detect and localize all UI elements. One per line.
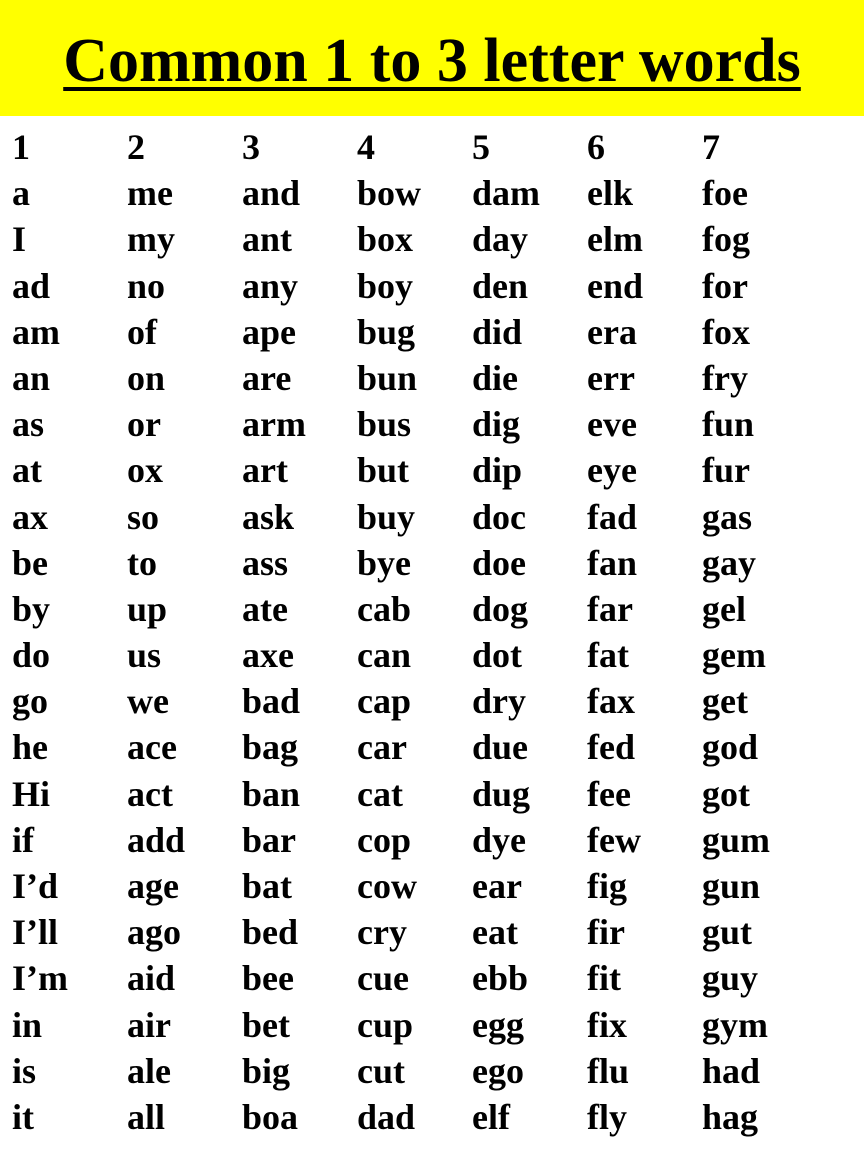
word-cell: elm	[587, 219, 643, 260]
word-cell: bet	[242, 1004, 290, 1045]
word-cell: no	[127, 265, 166, 306]
column-header: 3	[242, 127, 260, 167]
word-cell: fit	[587, 958, 621, 999]
word-cell: bed	[242, 912, 299, 953]
word-cell: a	[12, 173, 30, 214]
word-cell: big	[242, 1050, 291, 1091]
word-cell: it	[12, 1096, 34, 1137]
word-cell: fox	[702, 311, 750, 352]
word-cell: fan	[587, 542, 638, 583]
word-cell: my	[127, 219, 175, 260]
word-column-7	[702, 124, 817, 1140]
column-header: 2	[127, 127, 145, 167]
word-cell: aid	[127, 958, 176, 999]
word-cell: boa	[242, 1096, 299, 1137]
word-cell: cut	[357, 1050, 405, 1091]
word-cell: due	[472, 727, 529, 768]
word-cell: get	[702, 681, 748, 722]
word-cell: cab	[357, 588, 411, 629]
word-cell: we	[127, 681, 169, 722]
word-cell: day	[472, 219, 529, 260]
word-cell: bye	[357, 542, 411, 583]
word-cell: act	[127, 773, 173, 814]
word-cell: of	[127, 311, 157, 352]
word-cell: go	[12, 681, 48, 722]
word-cell: air	[127, 1004, 171, 1045]
word-cell: in	[12, 1004, 43, 1045]
word-column-4	[357, 124, 472, 1140]
word-cell: cap	[357, 681, 411, 722]
word-cell: age	[127, 866, 179, 906]
word-cell: bun	[357, 357, 418, 398]
word-cell: ate	[242, 588, 288, 629]
word-cell: can	[357, 635, 411, 676]
word-cell: ape	[242, 311, 296, 352]
word-cell: cow	[357, 866, 417, 906]
word-cell: an	[12, 357, 51, 398]
word-cell: bat	[242, 866, 293, 906]
word-cell: ago	[127, 912, 181, 953]
word-cell: bar	[242, 819, 296, 860]
word-cell: arm	[242, 404, 306, 445]
page-title: Common 1 to 3 letter words	[63, 27, 801, 95]
word-cell: I’d	[12, 866, 59, 906]
word-cell: cop	[357, 819, 411, 860]
title-banner	[0, 0, 864, 116]
word-cell: dip	[472, 450, 523, 491]
column-header: 4	[357, 127, 375, 167]
word-cell: art	[242, 450, 288, 491]
word-cell: fed	[587, 727, 635, 768]
word-cell: at	[12, 450, 42, 491]
word-cell: bow	[357, 173, 422, 214]
word-cell: fat	[587, 635, 629, 676]
word-cell: elk	[587, 173, 634, 214]
word-cell: ego	[472, 1050, 524, 1091]
word-cell: up	[127, 588, 168, 629]
word-cell: he	[12, 727, 48, 768]
column-header: 5	[472, 127, 490, 167]
word-cell: fir	[587, 912, 625, 953]
word-cell: to	[127, 542, 157, 583]
word-cell: doc	[472, 496, 526, 537]
word-cell: bag	[242, 727, 299, 768]
word-cell: ask	[242, 496, 295, 537]
word-cell: or	[127, 404, 161, 445]
word-cell: cry	[357, 912, 407, 953]
word-cell: boy	[357, 265, 414, 306]
word-cell: gel	[702, 588, 746, 629]
word-cell: eat	[472, 912, 518, 953]
word-cell: gum	[702, 819, 771, 860]
word-cell: few	[587, 819, 641, 860]
word-cell: any	[242, 265, 299, 306]
word-cell: gun	[702, 866, 761, 906]
word-cell: so	[127, 496, 160, 537]
word-cell: fix	[587, 1004, 627, 1045]
word-cell: far	[587, 588, 633, 629]
word-cell: fig	[587, 866, 627, 906]
word-cell: got	[702, 773, 750, 814]
word-cell: fax	[587, 681, 635, 722]
word-cell: dye	[472, 819, 526, 860]
word-cell: add	[127, 819, 186, 860]
word-cell: fry	[702, 357, 748, 398]
word-cell: did	[472, 311, 523, 352]
word-cell: Hi	[12, 773, 51, 814]
word-cell: fog	[702, 219, 750, 260]
word-column-5	[472, 124, 587, 1140]
word-cell: gym	[702, 1004, 768, 1045]
word-column-3	[242, 124, 357, 1140]
word-cell: ale	[127, 1050, 171, 1091]
word-cell: cue	[357, 958, 409, 999]
word-cell: ax	[12, 496, 48, 537]
word-cell: fad	[587, 496, 638, 537]
word-cell: is	[12, 1050, 37, 1091]
word-cell: box	[357, 219, 414, 260]
word-cell: err	[587, 357, 635, 398]
word-table	[12, 124, 817, 1140]
word-cell: I	[12, 219, 27, 260]
word-cell: as	[12, 404, 45, 445]
word-cell: cup	[357, 1004, 414, 1045]
word-cell: fun	[702, 404, 755, 445]
word-cell: ass	[242, 542, 289, 583]
word-cell: den	[472, 265, 529, 306]
word-cell: by	[12, 588, 51, 629]
word-cell: fur	[702, 450, 750, 491]
word-cell: and	[242, 173, 301, 214]
word-cell: I’ll	[12, 912, 59, 953]
word-cell: cat	[357, 773, 403, 814]
word-cell: hag	[702, 1096, 759, 1137]
word-cell: if	[12, 819, 34, 860]
word-cell: ear	[472, 866, 522, 906]
word-cell: ebb	[472, 958, 529, 999]
word-cell: fee	[587, 773, 631, 814]
word-cell: fly	[587, 1096, 627, 1137]
word-cell: era	[587, 311, 637, 352]
word-cell: do	[12, 635, 51, 676]
word-cell: had	[702, 1050, 761, 1091]
word-cell: ban	[242, 773, 301, 814]
word-cell: dot	[472, 635, 523, 676]
word-cell: ad	[12, 265, 51, 306]
word-cell: ace	[127, 727, 177, 768]
word-cell: dam	[472, 173, 541, 214]
word-cell: flu	[587, 1050, 630, 1091]
word-cell: axe	[242, 635, 294, 676]
word-cell: eye	[587, 450, 637, 491]
word-cell: dig	[472, 404, 521, 445]
word-cell: us	[127, 635, 162, 676]
column-header: 6	[587, 127, 605, 167]
word-cell: foe	[702, 173, 748, 214]
word-cell: elf	[472, 1096, 510, 1137]
word-cell: bug	[357, 311, 416, 352]
word-cell: dug	[472, 773, 531, 814]
word-cell: gay	[702, 542, 756, 583]
word-cell: I’m	[12, 958, 68, 999]
word-cell: guy	[702, 958, 759, 999]
word-cell: ant	[242, 219, 293, 260]
word-cell: eve	[587, 404, 637, 445]
word-cell: gas	[702, 496, 753, 537]
word-cell: ox	[127, 450, 163, 491]
word-cell: am	[12, 311, 60, 352]
word-cell: bus	[357, 404, 412, 445]
word-cell: dog	[472, 588, 529, 629]
word-cell: but	[357, 450, 410, 491]
word-cell: gem	[702, 635, 766, 676]
column-header: 1	[12, 127, 30, 167]
word-cell: me	[127, 173, 173, 214]
word-cell: bad	[242, 681, 301, 722]
word-cell: dry	[472, 681, 526, 722]
word-cell: on	[127, 357, 166, 398]
word-cell: for	[702, 265, 748, 306]
word-cell: be	[12, 542, 48, 583]
column-header: 7	[702, 127, 720, 167]
word-cell: dad	[357, 1096, 416, 1137]
word-cell: end	[587, 265, 644, 306]
word-cell: god	[702, 727, 759, 768]
word-cell: buy	[357, 496, 416, 537]
word-column-6	[587, 124, 702, 1140]
word-column-1	[12, 124, 127, 1140]
word-cell: die	[472, 357, 519, 398]
word-cell: bee	[242, 958, 294, 999]
word-column-2	[127, 124, 242, 1140]
word-cell: gut	[702, 912, 753, 953]
word-cell: doe	[472, 542, 526, 583]
word-cell: car	[357, 727, 407, 768]
word-cell: egg	[472, 1004, 524, 1045]
word-cell: are	[242, 357, 292, 398]
word-cell: all	[127, 1096, 166, 1137]
